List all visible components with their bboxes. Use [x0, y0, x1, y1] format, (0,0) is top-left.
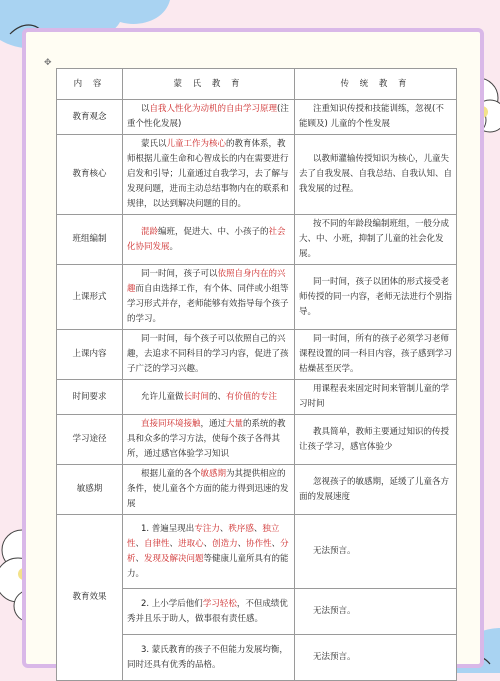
- cell-text: 的教育体系，教师根据儿童生命和心智成长的内在需要进行启发和引导；儿童通过自我学习，去了解与发现问题，进而主动总结事物内在的联系和规律，以达到解决问题的目的。: [127, 139, 289, 209]
- cell-text: 按不同的年龄段编制班组，一般分成大、中、小班，抑制了儿童的社会化发展。: [299, 219, 450, 259]
- traditional-effect-cell: 无法预言。: [295, 515, 457, 589]
- cell-text: 同一时间，孩子可以: [141, 269, 218, 279]
- cell-text: 同一时间，孩子以团体的形式接受老师传授的同一内容，老师无法进行个别指导。: [299, 276, 453, 317]
- highlight-text: 秩序感: [228, 523, 254, 534]
- traditional-cell: [295, 380, 457, 415]
- highlight-text: 长时间: [183, 391, 210, 402]
- cell-text: 以: [141, 104, 150, 114]
- highlight-text: 发现及解决问题: [144, 553, 204, 564]
- table-move-handle-icon[interactable]: ✥: [44, 58, 52, 68]
- header-content: 内 容: [57, 69, 123, 100]
- montessori-cell: [123, 415, 295, 465]
- row-category: 教育核心: [57, 135, 123, 215]
- highlight-text: 自我人性化为动机的自由学习原理: [149, 104, 278, 114]
- highlight-text: 敏感期: [200, 469, 227, 479]
- highlight-text: 学习轻松: [202, 598, 237, 609]
- cell-text: 2. 上小学后他们: [141, 598, 203, 609]
- row-category: 敏感期: [57, 465, 123, 515]
- montessori-cell: [123, 265, 295, 330]
- table-row: [57, 415, 457, 465]
- cell-text: ，不但成绩优秀并且乐于助人，做事很有责任感。: [127, 598, 288, 624]
- montessori-effect-cell: [123, 635, 295, 681]
- cell-text: 、: [203, 538, 213, 549]
- cell-text: (注重个性化发展): [127, 104, 289, 129]
- cell-text: 3. 蒙氏教育的孩子不但能力发展均衡，同时还具有优秀的品格。: [127, 644, 288, 670]
- comparison-table: [56, 68, 457, 681]
- cell-text: 同一时间，所有的孩子必须学习老师课程设置的同一科目内容，孩子感到学习枯燥甚至厌学。: [299, 334, 453, 374]
- traditional-cell: [295, 265, 457, 330]
- traditional-cell: [295, 215, 457, 265]
- cell-text: 蒙氏以: [141, 139, 167, 149]
- row-category: 时间要求: [57, 380, 123, 415]
- montessori-cell: [123, 330, 295, 380]
- highlight-text: 独立性: [127, 523, 280, 549]
- highlight-text: 协作性: [246, 538, 272, 549]
- montessori-effect-cell: [123, 515, 295, 589]
- cell-text: 的、: [209, 391, 227, 402]
- header-montessori: 蒙 氏 教 育: [123, 69, 295, 100]
- cell-text: 以教师灌输传授知识为核心，儿童失去了自我发展、自我总结、自我认知、自我发展的过程。: [299, 154, 453, 194]
- cell-text: 等健康儿童所具有的能力。: [127, 553, 289, 579]
- cell-text: 、: [219, 523, 229, 534]
- cell-text: 教具简单，教师主要通过知识的传授让孩子学习，感官体验少: [299, 426, 450, 452]
- highlight-text: 有价值的专注: [226, 391, 278, 402]
- traditional-effect-cell: 无法预言。: [295, 635, 457, 681]
- cell-text: 用课程表来固定时间来管制儿童的学习时间: [299, 384, 450, 409]
- traditional-effect-cell: 无法预言。: [295, 589, 457, 635]
- traditional-cell: [295, 465, 457, 515]
- cell-text: 1. 普遍呈现出: [141, 523, 195, 534]
- header-traditional: 传 统 教 育: [295, 69, 457, 100]
- table-header-row: [57, 69, 457, 100]
- traditional-cell: [295, 100, 457, 135]
- comparison-document: [56, 68, 456, 681]
- cell-text: 、: [253, 523, 263, 534]
- row-category: 上课内容: [57, 330, 123, 380]
- cell-text: 、: [135, 538, 145, 549]
- highlight-text: 进取心: [178, 538, 204, 549]
- highlight-text: 儿童工作为核心: [166, 139, 227, 149]
- cell-text: 的系统的教具和众多的学习方法，使每个孩子各得其所，通过感官体验学习知识: [127, 419, 286, 459]
- cell-text: 为其提供相应的条件，使儿童各个方面的能力得到迅速的发展: [127, 469, 289, 509]
- highlight-text: 自律性: [144, 538, 170, 549]
- table-row: [57, 380, 457, 415]
- highlight-text: 创造力: [212, 538, 238, 549]
- cell-text: 而自由选择工作，有个体、同伴或小组等学习形式并存，老师能够有效指导每个孩子的学习。: [127, 284, 289, 324]
- cell-text: 忽视孩子的敏感期，延缓了儿童各方面的发展速度: [299, 476, 450, 502]
- cell-text: 注重知识传授和技能训练，忽视(不能顾及) 儿童的个性发展: [299, 104, 444, 129]
- table-row: [57, 330, 457, 380]
- montessori-cell: [123, 380, 295, 415]
- traditional-cell: [295, 135, 457, 215]
- cell-text: 、: [271, 538, 281, 549]
- effect-row: [57, 515, 457, 589]
- highlight-text: 专注力: [194, 523, 220, 534]
- table-row: [57, 135, 457, 215]
- table-body: [57, 100, 457, 681]
- traditional-cell: [295, 415, 457, 465]
- table-row: [57, 465, 457, 515]
- highlight-text: 混龄: [141, 226, 159, 237]
- cell-text: 编班，促进大、中、小孩子的: [158, 226, 269, 237]
- row-category: 上课形式: [57, 265, 123, 330]
- cell-text: 、: [237, 538, 247, 549]
- highlight-text: 分析: [127, 538, 289, 564]
- cell-text: 允许儿童做: [141, 391, 184, 402]
- table-row: [57, 265, 457, 330]
- row-category: 学习途径: [57, 415, 123, 465]
- cell-text: 根据儿童的各个: [141, 469, 201, 479]
- row-category: 教育效果: [57, 515, 123, 681]
- montessori-cell: [123, 100, 295, 135]
- cell-text: 、: [169, 538, 179, 549]
- highlight-text: 社会化协同发展: [127, 226, 286, 252]
- highlight-text: 直接同环境接触: [141, 419, 201, 429]
- table-row: [57, 215, 457, 265]
- traditional-cell: [295, 330, 457, 380]
- highlight-text: 依照自身内在的兴趣: [127, 269, 286, 294]
- montessori-cell: [123, 135, 295, 215]
- cell-text: ，通过: [200, 419, 227, 429]
- cell-text: 同一时间，每个孩子可以依照自己的兴趣，去追求不同科目的学习内容，促进了孩子广泛的学习兴趣。: [127, 334, 289, 374]
- row-category: 班组编制: [57, 215, 123, 265]
- cell-text: 、: [135, 553, 145, 564]
- montessori-cell: [123, 465, 295, 515]
- cell-text: 。: [169, 241, 179, 252]
- montessori-effect-cell: [123, 589, 295, 635]
- montessori-cell: [123, 215, 295, 265]
- row-category: 教育观念: [57, 100, 123, 135]
- table-row: [57, 100, 457, 135]
- highlight-text: 大量: [226, 419, 244, 429]
